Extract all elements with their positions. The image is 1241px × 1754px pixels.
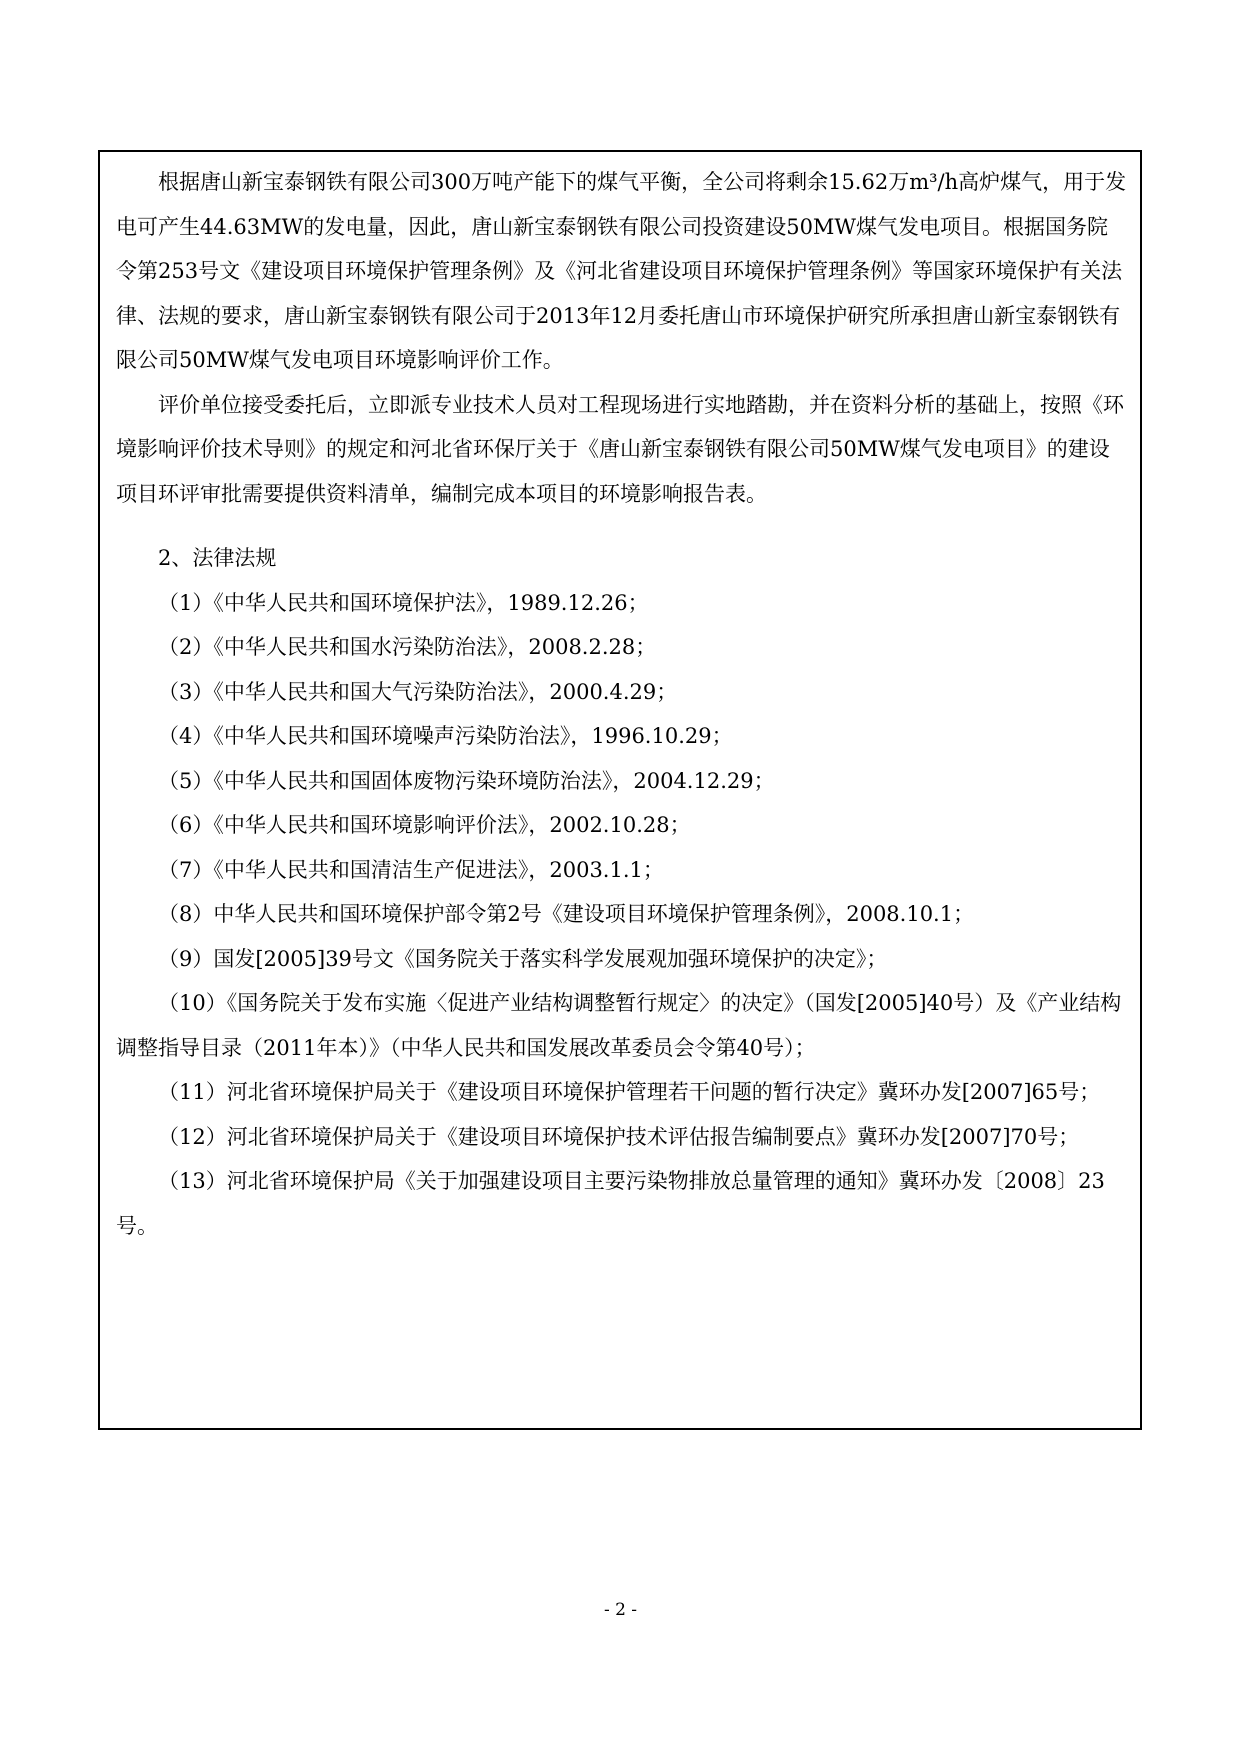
law-item: （8）中华人民共和国环境保护部令第2号《建设项目环境保护管理条例》，2008.10.1； [158, 902, 975, 926]
law-item: （7）《中华人民共和国清洁生产促进法》，2003.1.1； [158, 857, 664, 882]
law-item: （9）国发[2005]39号文《国务院关于落实科学发展观加强环境保护的决定》； [158, 946, 888, 971]
law-item: （2）《中华人民共和国水污染防治法》，2008.2.28； [158, 635, 657, 659]
section-heading: 2、法律法规 [158, 546, 277, 570]
law-item: （6）《中华人民共和国环境影响评价法》，2002.10.28； [158, 813, 691, 837]
evaluation-paragraph: 评价单位接受委托后，立即派专业技术人员对工程现场进行实地踏勘，并在资料分析的基础上，按照《环境影响评价技术导则》的规定和河北省环保厅关于《唐山新宝泰钢铁有限公司50MW煤气发电项目》的建设项目环评审批需要提供资料清单，编制完成本项目的环境影响报告表。 [116, 392, 1124, 506]
law-item: （12）河北省环境保护局关于《建设项目环境保护技术评估报告编制要点》冀环办发[2007]70号； [158, 1124, 1080, 1149]
law-item: （4）《中华人民共和国环境噪声污染防治法》，1996.10.29； [158, 724, 733, 748]
law-item: （10）《国务院关于发布实施〈促进产业结构调整暂行规定〉的决定》（国发[2005]40号）及《产业结构调整指导目录（2011年本）》（中华人民共和国发展改革委员会令第40号）； [116, 991, 1122, 1060]
intro-paragraph: 根据唐山新宝泰钢铁有限公司300万吨产能下的煤气平衡，全公司将剩余15.62万m³/h高炉煤气，用于发电可产生44.63MW的发电量，因此，唐山新宝泰钢铁有限公司投资建设50MW煤气发电项目。根据国务院令第253号文《建设项目环境保护管理条例》及《河北省建设项目环境保护管理条例》等国家环境保护有关法律、法规的要求，唐山新宝泰钢铁有限公司于2013年12月委托唐山市环境保护研究所承担唐山新宝泰钢铁有限公司50MW煤气发电项目环境影响评价工作。 [116, 170, 1127, 372]
law-item: （11）河北省环境保护局关于《建设项目环境保护管理若干问题的暂行决定》冀环办发[2007]65号； [158, 1080, 1101, 1104]
law-item: （13）河北省环境保护局《关于加强建设项目主要污染物排放总量管理的通知》冀环办发〔2008〕23号。 [116, 1169, 1105, 1238]
spacer [116, 516, 1128, 536]
law-item: （1）《中华人民共和国环境保护法》，1989.12.26； [158, 590, 649, 615]
page-number: - 2 - [603, 1600, 638, 1620]
law-item: （5）《中华人民共和国固体废物污染环境防治法》，2004.12.29； [158, 768, 775, 793]
law-item: （3）《中华人民共和国大气污染防治法》，2000.4.29； [158, 679, 678, 704]
document-body [116, 160, 1128, 1248]
